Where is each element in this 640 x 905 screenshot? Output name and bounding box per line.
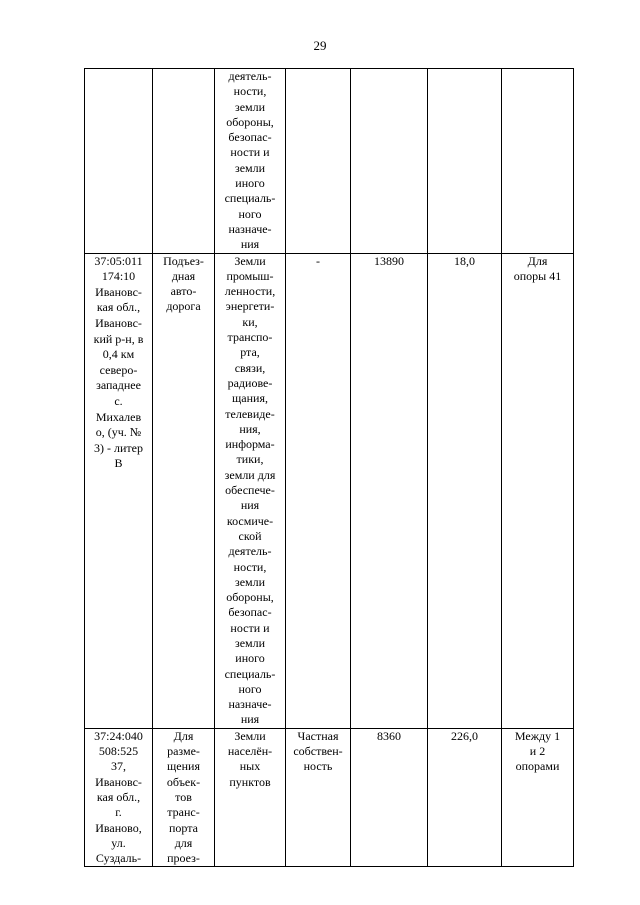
share-cell: 18,0 (428, 253, 502, 728)
share-cell (428, 69, 502, 254)
ownership-cell: - (286, 253, 351, 728)
land-category-cell: Земли промыш- ленности, энергети- ки, транспо- рта, связи, радиове- щания, телевиде- ния, информа- тики, земли для обеспече- ния космиче- ской деятель- ности, земли обороны, безопас- ности и земли иного специаль- ного назначе- ния (215, 253, 286, 728)
cadastral-cell: 37:24:040 508:525 37, Ивановс- кая обл., г. Иваново, ул. Суздаль- (85, 728, 153, 867)
table-row (85, 253, 574, 728)
land-category-cell: Земли населён- ных пунктов (215, 728, 286, 867)
area-cell (351, 69, 428, 254)
purpose-cell: Между 1 и 2 опорами (502, 728, 574, 867)
page-number: 29 (313, 38, 327, 53)
purpose-cell (502, 69, 574, 254)
table-row (85, 69, 574, 254)
land-category-cell: деятель- ности, земли обороны, безопас- ности и земли иного специаль- ного назначе- ния (215, 69, 286, 254)
cadastral-cell (85, 69, 153, 254)
table-row (85, 728, 574, 867)
land-plots-table (84, 68, 574, 867)
cadastral-cell: 37:05:011 174:10 Ивановс- кая обл., Ивановс- кий р-н, в 0,4 км северо- западнее с. Михалев о, (уч. № 3) - литер В (85, 253, 153, 728)
area-cell: 13890 (351, 253, 428, 728)
area-cell: 8360 (351, 728, 428, 867)
ownership-cell (286, 69, 351, 254)
purpose-cell: Для опоры 41 (502, 253, 574, 728)
ownership-cell: Частная собствен- ность (286, 728, 351, 867)
share-cell: 226,0 (428, 728, 502, 867)
object-name-cell (153, 69, 215, 254)
object-name-cell: Подъез- дная авто- дорога (153, 253, 215, 728)
object-name-cell: Для разме- щения объек- тов транс- порта для проез- (153, 728, 215, 867)
